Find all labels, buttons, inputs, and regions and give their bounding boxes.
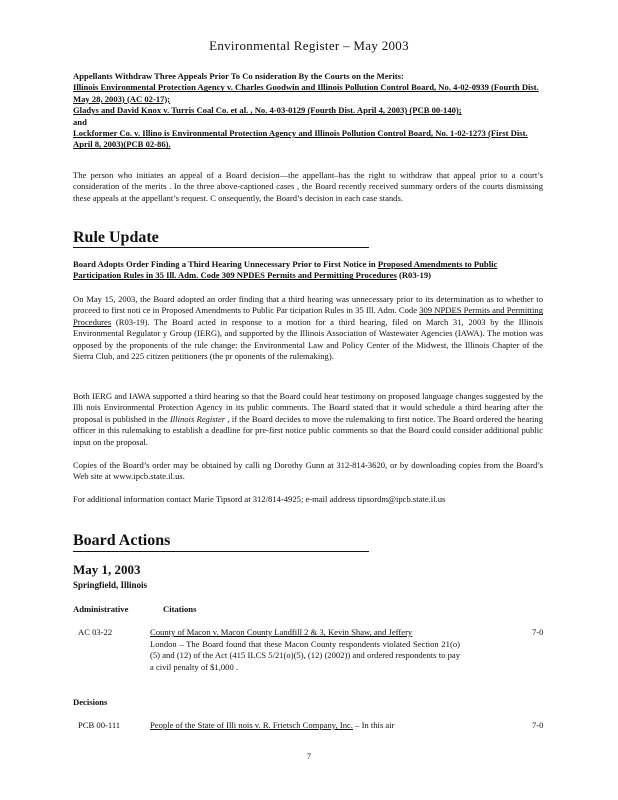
meeting-location: Springfield, Illinois [73, 580, 148, 590]
board-actions-heading: Board Actions [73, 532, 171, 549]
decisions-label: Decisions [73, 697, 108, 707]
administrative-label: Administrative [73, 604, 129, 614]
meeting-date: May 1, 2003 [73, 562, 141, 577]
rule-update-heading: Rule Update [73, 229, 159, 246]
p1-text-a: On May 15, 2003, the Board adopted an order finding that a third hearing was unnecessary prior to its determination as to whether to proceed to first noti ce in Proposed Amendments to Public Par ticipation Rules in 35 Ill. Adm. Code [73, 294, 543, 316]
rule-update-subhead [73, 259, 543, 282]
and-connector: and [73, 116, 87, 127]
rule-update-paragraph-1 [73, 294, 543, 362]
appellants-body: The person who initiates an appeal of a Board decision—the appellant–has the right to withdraw that appeal prior to a court’s consideration of the merits . In the three above-captioned cases , the Board recently received summary orders of the courts dismissing these appeals at the appellant’s request. C onsequently, the Board’s decision in each case stands. [73, 170, 543, 203]
case-citation-goodwin: Illinois Environmental Protection Agency v. Charles Goodwin and Illinois Pollution Control Board, No. 4-02-0939 (Fourth Dist. May 28, 2003) (AC 02-17); [73, 82, 539, 104]
decision-vote: 7-0 [532, 720, 544, 730]
admin-case-title: County of Macon v. Macon County Landfill 2 & 3, Kevin Shaw, and Jeffery [150, 627, 413, 637]
decision-case-number: PCB 00-111 [78, 720, 121, 730]
rule-update-underline [73, 247, 369, 248]
subhead-proposal-title: Proposed Amendments to Public Participation Rules in 35 Ill. Adm. Code 309 NPDES Permits and Permitting Procedures [73, 259, 498, 281]
rule-update-paragraph-2 [73, 391, 543, 448]
decision-case-title: People of the State of Illi nois v. R. Frietsch Company, Inc. [150, 720, 353, 730]
decision-case-continuation: – In this air [352, 720, 395, 730]
admin-case-summary: London – The Board found that these Macon County respondents violated Section 21(o)(5) and (12) of the Act (415 ILCS 5/21(o)(5), (12) (2002)) and ordered respondents to pay a civil penalty of $1,000 . [150, 639, 460, 672]
p1-text-c: (R03-19). The Board acted in response to a motion for a third hearing, filed on March 31, 2003 by the Illinois Environmental Regulator y Group (IERG), and supported by the Illinois Association of Wastewater Agencies (IAWA). The motion was opposed by the proponents of the rule change: the Environmental Law and Policy Center of the Midwest, the Illinois Chapter of the Sierra Club, and 225 citizen petitioners (the pr oponents of the rulemaking). [73, 316, 543, 362]
case-citation-knox: Gladys and David Knox v. Turris Coal Co. et al. , No. 4-03-0129 (Fourth Dist. April 4, 2003) (PCB 00-140); [73, 105, 462, 116]
appellants-heading [73, 71, 543, 151]
citations-label: Citations [163, 604, 197, 614]
appellants-title: Appellants Withdraw Three Appeals Prior To Co nsideration By the Courts on the Merits: [73, 71, 404, 81]
rule-update-paragraph-4: For additional information contact Marie Tipsord at 312/814-4925; e-mail address tipsordm@ipcb.state.il.us [73, 494, 446, 504]
p2-text-b: , if the Board decides to move the rulemaking to first notice. The Board ordered the hearing officer in this rulemaking to establish a deadline for pre-first notice public comments so that the Board could consider additional public input on the proposal. [73, 413, 544, 447]
subhead-docket: (R03-19) [396, 270, 431, 281]
case-citation-lockformer: Lockformer Co. v. Illino is Environmental Protection Agency and Illinois Pollution Control Board, No. 1-02-1273 (First Dist. April 8, 2003)(PCB 02-86). [73, 128, 528, 150]
board-actions-underline [73, 551, 369, 552]
subhead-main: Board Adopts Order Finding a Third Hearing Unnecessary Prior to First Notice in [73, 259, 378, 269]
p2-text-a: Both IERG and IAWA supported a third hearing so that the Board could hear testimony on proposed language changes suggested by the Illi nois Environmental Protection Agency in its public comments. The Board stated that it would schedule a third hearing after the proposal is published in the [73, 391, 543, 424]
rule-update-paragraph-3: Copies of the Board’s order may be obtained by calli ng Dorothy Gunn at 312-814-3620, or by downloading copies from the Board’s Web site at www.ipcb.state.il.us. [73, 460, 543, 482]
admin-case-number: AC 03-22 [78, 627, 113, 637]
p1-proposal-title: 309 NPDES Permits and Permitting Procedures [73, 305, 543, 327]
page-header: Environmental Register – May 2003 [209, 38, 409, 53]
page-number: 7 [307, 752, 311, 761]
p2-illinois-register: Illinois Register [169, 413, 226, 424]
admin-vote: 7-0 [532, 627, 544, 637]
decision-case-line [150, 720, 530, 731]
